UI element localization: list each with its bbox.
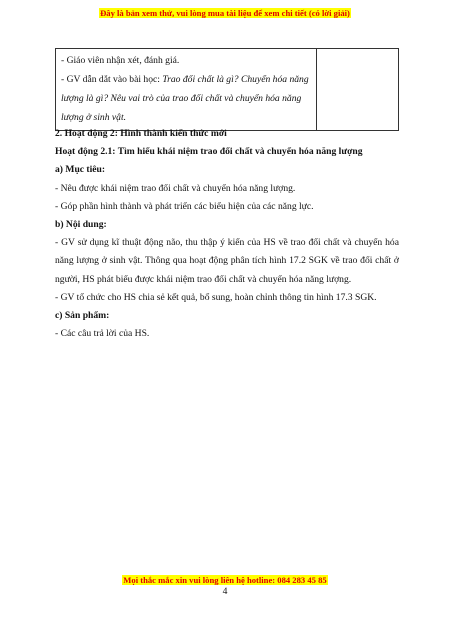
page-number: 4 bbox=[222, 586, 228, 597]
heading-activity-2: 2. Hoạt động 2: Hình thành kiến thức mới bbox=[55, 128, 227, 139]
lesson-content bbox=[55, 125, 399, 343]
heading-content: b) Nội dung: bbox=[55, 219, 107, 231]
heading-objectives: a) Mục tiêu: bbox=[55, 164, 106, 176]
objective-2: - Góp phần hình thành và phát triển các biểu hiện của các năng lực. bbox=[55, 200, 314, 212]
table-row2-prefix: - GV dẫn dắt vào bài học: bbox=[61, 74, 163, 85]
table-cell-empty bbox=[317, 49, 399, 131]
product-1: - Các câu trả lời của HS. bbox=[55, 328, 150, 340]
table-row2-text bbox=[61, 70, 311, 127]
footer-hotline-text: Mọi thắc mắc xin vui lòng liên hệ hotline: 084 283 45 85 bbox=[123, 575, 327, 585]
heading-activity-2-1: Hoạt động 2.1: Tìm hiểu khái niệm trao đổi chất và chuyển hóa năng lượng bbox=[55, 146, 363, 158]
preview-banner-text: Đây là bản xem thử, vui lòng mua tài liệu để xem chi tiết (có lời giải) bbox=[100, 8, 350, 18]
heading-product: c) Sản phẩm: bbox=[55, 310, 110, 322]
objective-1: - Nêu được khái niệm trao đổi chất và chuyển hóa năng lượng. bbox=[55, 182, 296, 194]
table-cell-activities bbox=[56, 49, 317, 131]
lesson-table bbox=[55, 48, 399, 131]
preview-banner bbox=[0, 8, 450, 18]
content-2: - GV tổ chức cho HS chia sẻ kết quả, bổ sung, hoàn chỉnh thông tin hình 17.3 SGK. bbox=[55, 291, 377, 303]
table-row bbox=[56, 49, 399, 131]
footer-hotline bbox=[0, 575, 450, 585]
table-row2-italic: Trao đổi chất là gì? Chuyển hóa năng lượng là gì? Nêu vai trò của trao đổi chất và chuyển hóa năng lượng ở sinh vật. bbox=[61, 74, 309, 123]
content-1: - GV sử dụng kĩ thuật động não, thu thập ý kiến của HS về trao đổi chất và chuyển hóa năng lượng ở sinh vật. Thông qua hoạt động phân tích hình 17.2 SGK về trao đổi chất ở người, HS phát biểu được khái niệm trao đổi chất và chuyển hóa năng lượng. bbox=[55, 237, 399, 285]
table-row1-text: - Giáo viên nhận xét, đánh giá. bbox=[61, 55, 180, 66]
